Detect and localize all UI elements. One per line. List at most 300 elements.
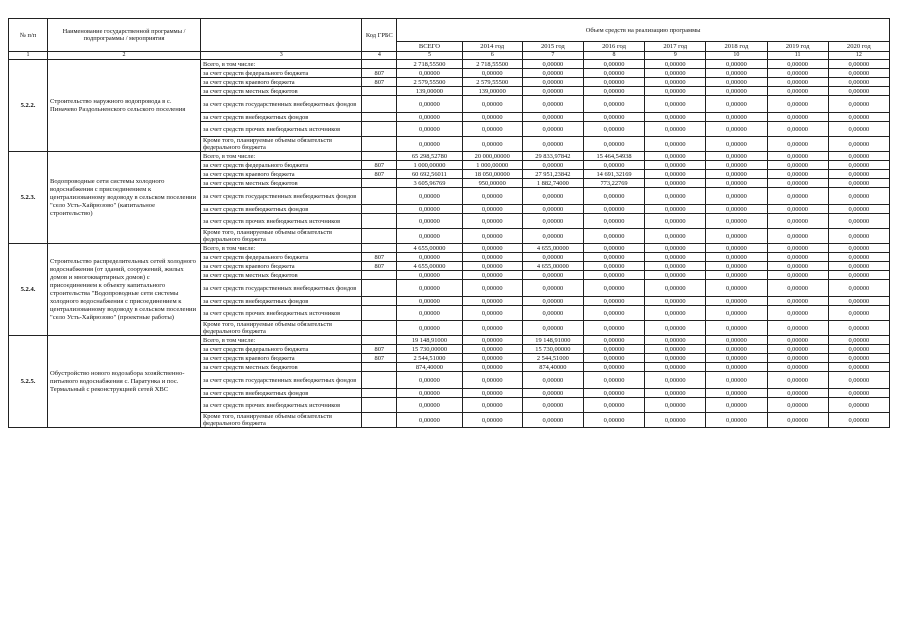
funding-source: за счет средств федерального бюджета [201, 69, 362, 78]
funding-source: Всего, в том числе: [201, 60, 362, 69]
year-value: 0,00000 [706, 413, 767, 428]
year-value: 0,00000 [706, 336, 767, 345]
year-value: 0,00000 [706, 229, 767, 244]
funding-source: Кроме того, планируемые объемы обязательств федерального бюджета [201, 413, 362, 428]
grbs-code [362, 152, 397, 161]
year-value: 0,00000 [583, 363, 644, 372]
header-year: 2014 год [462, 42, 522, 52]
total-value: 4 655,00000 [397, 244, 462, 253]
year-value: 0,00000 [706, 372, 767, 389]
year-value: 874,40000 [522, 363, 583, 372]
year-value: 0,00000 [828, 179, 889, 188]
year-value: 0,00000 [583, 205, 644, 214]
total-value: 2 544,51000 [397, 354, 462, 363]
year-value: 0,00000 [645, 170, 706, 179]
year-value: 0,00000 [645, 229, 706, 244]
year-value: 0,00000 [706, 321, 767, 336]
grbs-code [362, 60, 397, 69]
year-value: 0,00000 [522, 205, 583, 214]
year-value: 0,00000 [583, 244, 644, 253]
year-value: 0,00000 [706, 345, 767, 354]
table-row [9, 244, 890, 253]
year-value: 0,00000 [706, 69, 767, 78]
year-value: 0,00000 [828, 170, 889, 179]
total-value: 0,00000 [397, 96, 462, 113]
year-value: 0,00000 [706, 363, 767, 372]
year-value: 0,00000 [828, 345, 889, 354]
year-value: 18 050,00000 [462, 170, 522, 179]
year-value: 0,00000 [462, 321, 522, 336]
funding-source: за счет средств государственных внебюджетных фондов [201, 372, 362, 389]
column-index: 6 [462, 52, 522, 60]
year-value: 0,00000 [522, 253, 583, 262]
funding-source: за счет средств внебюджетных фондов [201, 113, 362, 122]
year-value: 0,00000 [583, 96, 644, 113]
year-value: 0,00000 [462, 137, 522, 152]
year-value: 0,00000 [767, 137, 828, 152]
year-value: 0,00000 [583, 161, 644, 170]
grbs-code [362, 137, 397, 152]
funding-source: за счет средств государственных внебюджетных фондов [201, 96, 362, 113]
year-value: 0,00000 [828, 321, 889, 336]
funding-source: за счет средств внебюджетных фондов [201, 389, 362, 398]
year-value: 1 882,74000 [522, 179, 583, 188]
grbs-code [362, 229, 397, 244]
grbs-code: 807 [362, 354, 397, 363]
year-value: 0,00000 [522, 87, 583, 96]
year-value: 0,00000 [645, 214, 706, 229]
year-value: 0,00000 [583, 69, 644, 78]
total-value: 0,00000 [397, 297, 462, 306]
budget-document [8, 18, 890, 428]
funding-source: за счет средств местных бюджетов [201, 271, 362, 280]
total-value: 0,00000 [397, 271, 462, 280]
year-value: 0,00000 [645, 354, 706, 363]
year-value: 0,00000 [462, 205, 522, 214]
grbs-code [362, 389, 397, 398]
year-value: 0,00000 [706, 78, 767, 87]
year-value: 0,00000 [462, 188, 522, 205]
funding-source: Всего, в том числе: [201, 152, 362, 161]
header-year: 2020 год [828, 42, 889, 52]
year-value: 20 000,00000 [462, 152, 522, 161]
year-value: 0,00000 [767, 306, 828, 321]
funding-source: за счет средств внебюджетных фондов [201, 297, 362, 306]
year-value: 0,00000 [462, 413, 522, 428]
year-value: 0,00000 [706, 170, 767, 179]
measure-name: Строительство наружного водопровода в с. Пиначево Раздольненского сельского поселения [48, 60, 201, 152]
grbs-code: 807 [362, 253, 397, 262]
grbs-code: 807 [362, 345, 397, 354]
grbs-code [362, 321, 397, 336]
total-value: 0,00000 [397, 413, 462, 428]
year-value: 0,00000 [583, 389, 644, 398]
year-value: 0,00000 [522, 161, 583, 170]
year-value: 0,00000 [522, 271, 583, 280]
year-value: 0,00000 [706, 398, 767, 413]
year-value: 0,00000 [706, 244, 767, 253]
grbs-code [362, 188, 397, 205]
column-index-row [9, 52, 890, 60]
year-value: 0,00000 [522, 96, 583, 113]
header-year: 2017 год [645, 42, 706, 52]
total-value: 19 148,91000 [397, 336, 462, 345]
year-value: 0,00000 [828, 354, 889, 363]
funding-source: за счет средств федерального бюджета [201, 253, 362, 262]
total-value: 2 579,55500 [397, 78, 462, 87]
year-value: 0,00000 [522, 297, 583, 306]
year-value: 0,00000 [522, 413, 583, 428]
year-value: 0,00000 [645, 152, 706, 161]
total-value: 0,00000 [397, 229, 462, 244]
year-value: 0,00000 [828, 271, 889, 280]
year-value: 0,00000 [462, 345, 522, 354]
header-year: 2015 год [522, 42, 583, 52]
table-row [9, 152, 890, 161]
year-value: 0,00000 [828, 113, 889, 122]
year-value: 0,00000 [645, 122, 706, 137]
year-value: 0,00000 [828, 214, 889, 229]
year-value: 0,00000 [828, 188, 889, 205]
year-value: 0,00000 [583, 398, 644, 413]
grbs-code [362, 413, 397, 428]
year-value: 0,00000 [583, 345, 644, 354]
year-value: 0,00000 [462, 354, 522, 363]
year-value: 0,00000 [645, 306, 706, 321]
total-value: 0,00000 [397, 137, 462, 152]
year-value: 0,00000 [828, 152, 889, 161]
grbs-code [362, 96, 397, 113]
year-value: 0,00000 [767, 389, 828, 398]
year-value: 0,00000 [767, 122, 828, 137]
year-value: 0,00000 [583, 321, 644, 336]
year-value: 0,00000 [522, 229, 583, 244]
header-volume: Объем средств на реализацию программы [397, 19, 890, 42]
year-value: 0,00000 [462, 69, 522, 78]
year-value: 0,00000 [645, 60, 706, 69]
year-value: 0,00000 [645, 336, 706, 345]
grbs-code [362, 336, 397, 345]
year-value: 773,22769 [583, 179, 644, 188]
year-value: 0,00000 [645, 398, 706, 413]
funding-source: за счет средств краевого бюджета [201, 354, 362, 363]
grbs-code [362, 179, 397, 188]
column-index: 5 [397, 52, 462, 60]
funding-source: за счет средств прочих внебюджетных источников [201, 306, 362, 321]
year-value: 0,00000 [462, 214, 522, 229]
funding-source: за счет средств местных бюджетов [201, 179, 362, 188]
year-value: 0,00000 [522, 372, 583, 389]
year-value: 0,00000 [828, 372, 889, 389]
year-value: 0,00000 [583, 280, 644, 297]
funding-source: Всего, в том числе: [201, 336, 362, 345]
year-value: 0,00000 [767, 297, 828, 306]
year-value: 0,00000 [522, 69, 583, 78]
year-value: 0,00000 [706, 389, 767, 398]
year-value: 0,00000 [828, 297, 889, 306]
year-value: 0,00000 [583, 253, 644, 262]
measure-name: Водопроводные сети системы холодного водоснабжения с присоединением к централизованному водоводу в сельском поселении "село Усть-Хайрюзово" (капитальное строительство) [48, 152, 201, 244]
year-value: 15 464,54938 [583, 152, 644, 161]
year-value: 0,00000 [583, 188, 644, 205]
year-value: 0,00000 [583, 113, 644, 122]
year-value: 0,00000 [583, 354, 644, 363]
total-value: 139,00000 [397, 87, 462, 96]
year-value: 0,00000 [583, 372, 644, 389]
year-value: 0,00000 [706, 137, 767, 152]
year-value: 0,00000 [828, 363, 889, 372]
grbs-code [362, 306, 397, 321]
total-value: 60 692,56011 [397, 170, 462, 179]
grbs-code [362, 113, 397, 122]
year-value: 0,00000 [767, 69, 828, 78]
total-value: 0,00000 [397, 188, 462, 205]
year-value: 0,00000 [583, 87, 644, 96]
funding-source: Кроме того, планируемые объемы обязательств федерального бюджета [201, 137, 362, 152]
year-value: 0,00000 [522, 60, 583, 69]
total-value: 4 655,00000 [397, 262, 462, 271]
year-value: 0,00000 [828, 122, 889, 137]
table-row [9, 336, 890, 345]
year-value: 2 579,55500 [462, 78, 522, 87]
year-value: 0,00000 [583, 137, 644, 152]
column-index: 4 [362, 52, 397, 60]
year-value: 0,00000 [767, 229, 828, 244]
year-value: 0,00000 [462, 253, 522, 262]
year-value: 0,00000 [706, 87, 767, 96]
year-value: 0,00000 [645, 271, 706, 280]
total-value: 0,00000 [397, 398, 462, 413]
funding-source: Всего, в том числе: [201, 244, 362, 253]
column-index: 9 [645, 52, 706, 60]
year-value: 0,00000 [767, 214, 828, 229]
year-value: 2 544,51000 [522, 354, 583, 363]
year-value: 0,00000 [828, 96, 889, 113]
funding-source: за счет средств внебюджетных фондов [201, 205, 362, 214]
year-value: 0,00000 [645, 137, 706, 152]
header-grbs: Код ГРБС [362, 19, 397, 52]
year-value: 0,00000 [767, 271, 828, 280]
item-number: 5.2.5. [9, 336, 48, 428]
year-value: 0,00000 [583, 271, 644, 280]
grbs-code: 807 [362, 161, 397, 170]
year-value: 0,00000 [706, 306, 767, 321]
grbs-code: 807 [362, 170, 397, 179]
year-value: 0,00000 [645, 113, 706, 122]
year-value: 0,00000 [583, 336, 644, 345]
year-value: 0,00000 [767, 87, 828, 96]
total-value: 0,00000 [397, 69, 462, 78]
year-value: 0,00000 [767, 253, 828, 262]
grbs-code: 807 [362, 262, 397, 271]
grbs-code [362, 280, 397, 297]
year-value: 0,00000 [767, 398, 828, 413]
item-number: 5.2.4. [9, 244, 48, 336]
year-value: 4 655,00000 [522, 262, 583, 271]
year-value: 0,00000 [706, 271, 767, 280]
year-value: 0,00000 [706, 253, 767, 262]
year-value: 0,00000 [462, 297, 522, 306]
grbs-code [362, 398, 397, 413]
table-body [9, 60, 890, 428]
year-value: 0,00000 [645, 161, 706, 170]
year-value: 0,00000 [645, 205, 706, 214]
year-value: 0,00000 [522, 137, 583, 152]
year-value: 0,00000 [828, 78, 889, 87]
year-value: 0,00000 [522, 122, 583, 137]
funding-source: за счет средств краевого бюджета [201, 262, 362, 271]
year-value: 0,00000 [645, 69, 706, 78]
total-value: 2 718,55500 [397, 60, 462, 69]
year-value: 0,00000 [767, 96, 828, 113]
total-value: 15 730,00000 [397, 345, 462, 354]
year-value: 0,00000 [583, 122, 644, 137]
year-value: 0,00000 [462, 398, 522, 413]
year-value: 0,00000 [767, 354, 828, 363]
year-value: 0,00000 [828, 87, 889, 96]
funding-source: за счет средств федерального бюджета [201, 345, 362, 354]
total-value: 0,00000 [397, 113, 462, 122]
total-value: 0,00000 [397, 389, 462, 398]
year-value: 0,00000 [462, 372, 522, 389]
year-value: 0,00000 [767, 321, 828, 336]
column-index: 12 [828, 52, 889, 60]
funding-source: Кроме того, планируемые объемы обязательств федерального бюджета [201, 321, 362, 336]
grbs-code [362, 271, 397, 280]
year-value: 0,00000 [645, 96, 706, 113]
funding-source: за счет средств государственных внебюджетных фондов [201, 280, 362, 297]
year-value: 0,00000 [767, 179, 828, 188]
year-value: 0,00000 [828, 205, 889, 214]
funding-source: за счет средств местных бюджетов [201, 87, 362, 96]
year-value: 0,00000 [828, 389, 889, 398]
year-value: 0,00000 [767, 161, 828, 170]
total-value: 1 000,00000 [397, 161, 462, 170]
year-value: 0,00000 [828, 398, 889, 413]
header-total: ВСЕГО [397, 42, 462, 52]
year-value: 15 730,00000 [522, 345, 583, 354]
year-value: 4 655,00000 [522, 244, 583, 253]
grbs-code: 807 [362, 69, 397, 78]
year-value: 0,00000 [706, 354, 767, 363]
table-row [9, 60, 890, 69]
year-value: 0,00000 [706, 214, 767, 229]
item-number: 5.2.2. [9, 60, 48, 152]
year-value: 0,00000 [645, 413, 706, 428]
year-value: 0,00000 [462, 244, 522, 253]
total-value: 0,00000 [397, 280, 462, 297]
year-value: 0,00000 [522, 389, 583, 398]
year-value: 0,00000 [706, 262, 767, 271]
year-value: 0,00000 [767, 170, 828, 179]
year-value: 0,00000 [767, 372, 828, 389]
year-value: 0,00000 [706, 161, 767, 170]
year-value: 0,00000 [828, 229, 889, 244]
year-value: 0,00000 [522, 214, 583, 229]
grbs-code [362, 372, 397, 389]
year-value: 0,00000 [645, 372, 706, 389]
year-value: 14 691,32169 [583, 170, 644, 179]
item-number: 5.2.3. [9, 152, 48, 244]
year-value: 0,00000 [645, 87, 706, 96]
year-value: 0,00000 [767, 336, 828, 345]
column-index: 7 [522, 52, 583, 60]
year-value: 0,00000 [767, 205, 828, 214]
year-value: 0,00000 [706, 96, 767, 113]
year-value: 1 000,00000 [462, 161, 522, 170]
funding-source: Кроме того, планируемые объемы обязательств федерального бюджета [201, 229, 362, 244]
header-year: 2016 год [583, 42, 644, 52]
year-value: 0,00000 [583, 229, 644, 244]
year-value: 0,00000 [645, 389, 706, 398]
year-value: 139,00000 [462, 87, 522, 96]
measure-name: Строительство распределительных сетей холодного водоснабжения (от зданий, сооружений, жилых домов и многоквартирных домов) с присоединением к объекту капитального строительства "Водопроводные сети системы холодного водоснабжения с присоединением к централизованному водоводу в сельском поселении "село Усть-Хайрюзово" (проектные работы) [48, 244, 201, 336]
year-value: 0,00000 [583, 78, 644, 87]
year-value: 0,00000 [706, 297, 767, 306]
program-funding-table [8, 18, 890, 428]
year-value: 0,00000 [706, 188, 767, 205]
total-value: 874,40000 [397, 363, 462, 372]
year-value: 0,00000 [767, 345, 828, 354]
year-value: 0,00000 [645, 253, 706, 262]
column-index: 3 [201, 52, 362, 60]
year-value: 0,00000 [706, 205, 767, 214]
year-value: 0,00000 [645, 179, 706, 188]
year-value: 0,00000 [462, 306, 522, 321]
funding-source: за счет средств прочих внебюджетных источников [201, 122, 362, 137]
year-value: 0,00000 [522, 78, 583, 87]
funding-source: за счет средств федерального бюджета [201, 161, 362, 170]
column-index: 11 [767, 52, 828, 60]
column-index: 8 [583, 52, 644, 60]
total-value: 0,00000 [397, 306, 462, 321]
year-value: 0,00000 [828, 60, 889, 69]
year-value: 0,00000 [706, 60, 767, 69]
year-value: 19 148,91000 [522, 336, 583, 345]
grbs-code [362, 297, 397, 306]
year-value: 0,00000 [645, 297, 706, 306]
year-value: 0,00000 [767, 363, 828, 372]
year-value: 0,00000 [462, 113, 522, 122]
year-value: 0,00000 [828, 262, 889, 271]
total-value: 0,00000 [397, 372, 462, 389]
grbs-code [362, 87, 397, 96]
year-value: 0,00000 [645, 78, 706, 87]
year-value: 0,00000 [462, 262, 522, 271]
total-value: 0,00000 [397, 253, 462, 262]
year-value: 0,00000 [706, 113, 767, 122]
year-value: 0,00000 [462, 122, 522, 137]
header-year: 2018 год [706, 42, 767, 52]
funding-source: за счет средств местных бюджетов [201, 363, 362, 372]
funding-source: за счет средств прочих внебюджетных источников [201, 398, 362, 413]
year-value: 0,00000 [645, 262, 706, 271]
header-num: № п/п [9, 19, 48, 52]
year-value: 0,00000 [462, 271, 522, 280]
total-value: 0,00000 [397, 205, 462, 214]
year-value: 0,00000 [645, 280, 706, 297]
column-index: 1 [9, 52, 48, 60]
year-value: 0,00000 [767, 244, 828, 253]
total-value: 0,00000 [397, 321, 462, 336]
year-value: 0,00000 [645, 363, 706, 372]
header-year: 2019 год [767, 42, 828, 52]
grbs-code [362, 363, 397, 372]
year-value: 0,00000 [828, 69, 889, 78]
year-value: 0,00000 [583, 306, 644, 321]
year-value: 0,00000 [462, 336, 522, 345]
year-value: 0,00000 [767, 262, 828, 271]
